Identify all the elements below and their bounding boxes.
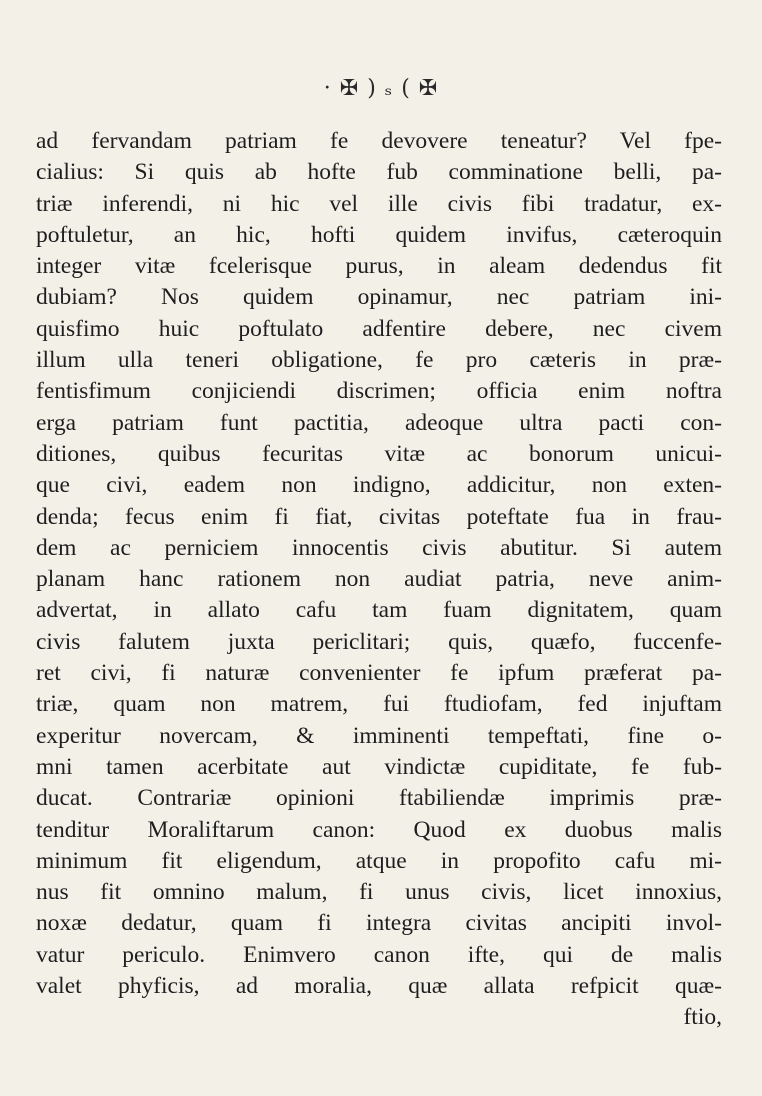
text-line: civis falutem juxta periclitari; quis, quæfo, fuccenfe- [36, 628, 722, 655]
text-line: triæ, quam non matrem, fui ftudiofam, fed injuftam [36, 691, 722, 718]
catchword: ftio, [683, 1004, 722, 1031]
page-body-text [36, 126, 722, 1034]
text-line: nus fit omnino malum, fi unus civis, licet innoxius, [36, 879, 722, 906]
text-line: erga patriam funt pactitia, adeoque ultra pacti con- [36, 409, 722, 436]
text-line: tenditur Moraliftarum canon: Quod ex duobus malis [36, 816, 722, 843]
text-line: dem ac perniciem innocentis civis abutitur. Si autem [36, 534, 722, 561]
text-line: mni tamen acerbitate aut vindictæ cupiditate, fe fub- [36, 753, 722, 780]
text-line: poftuletur, an hic, hofti quidem invifus, cæteroquin [36, 221, 722, 248]
text-line: fentisfimum conjiciendi discrimen; officia enim noftra [36, 378, 722, 405]
text-line: ret civi, fi naturæ convenienter fe ipfum præferat pa- [36, 660, 722, 687]
page-header-ornament: · ✠ ) ₛ ( ✠ [323, 76, 439, 101]
text-line: noxæ dedatur, quam fi integra civitas ancipiti invol- [36, 910, 722, 937]
text-line: ad fervandam patriam fe devovere teneatur? Vel fpe- [36, 128, 722, 154]
text-line: minimum fit eligendum, atque in propofito cafu mi- [36, 847, 722, 874]
text-line: valet phyficis, ad moralia, quæ allata refpicit quæ- [36, 973, 722, 1000]
text-line: planam hanc rationem non audiat patria, neve anim- [36, 566, 722, 593]
text-line: integer vitæ fcelerisque purus, in aleam dedendus fit [36, 253, 722, 280]
text-line: quisfimo huic poftulato adfentire debere, nec civem [36, 315, 722, 342]
text-line: que civi, eadem non indigno, addicitur, non exten- [36, 472, 722, 499]
text-line: experitur novercam, & imminenti tempeftati, fine o- [36, 722, 722, 749]
text-line: cialius: Si quis ab hofte fub comminatione belli, pa- [36, 159, 722, 186]
text-line: denda; fecus enim fi fiat, civitas poteftate fua in frau- [36, 503, 722, 530]
text-line: illum ulla teneri obligatione, fe pro cæteris in præ- [36, 347, 722, 374]
text-line: vatur periculo. Enimvero canon ifte, qui de malis [36, 941, 722, 968]
text-line: dubiam? Nos quidem opinamur, nec patriam ini- [36, 284, 722, 311]
text-line: ditiones, quibus fecuritas vitæ ac bonorum unicui- [36, 440, 722, 467]
text-line: triæ inferendi, ni hic vel ille civis fibi tradatur, ex- [36, 190, 722, 217]
text-line: ducat. Contrariæ opinioni ftabiliendæ imprimis præ- [36, 785, 722, 812]
text-line: advertat, in allato cafu tam fuam dignitatem, quam [36, 597, 722, 624]
